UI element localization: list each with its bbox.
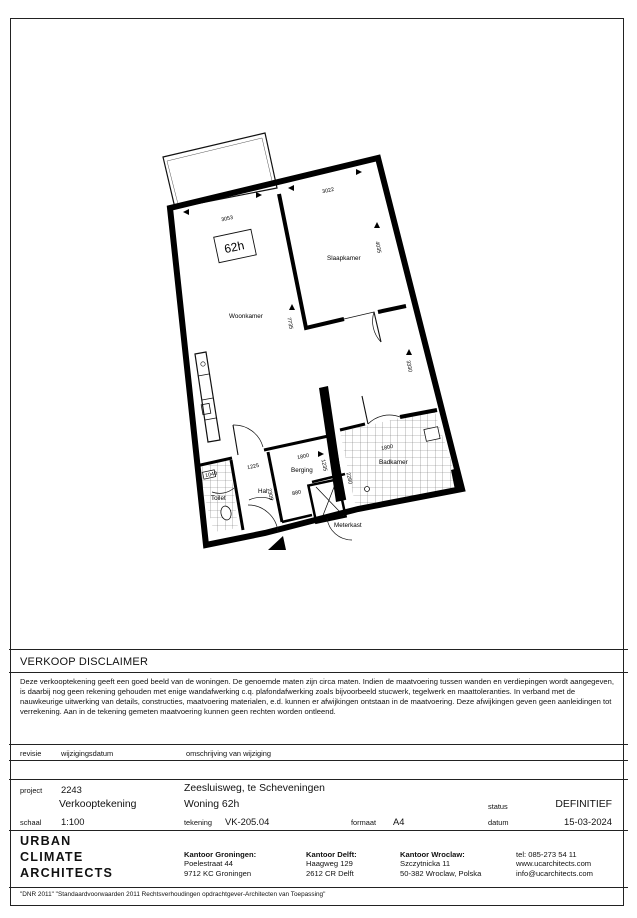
dim-hal-depth: 2305 <box>265 487 274 501</box>
tekening-label: tekening <box>184 818 212 827</box>
office-groningen <box>184 850 256 878</box>
office-groningen-title: Kantoor Groningen: <box>184 850 257 859</box>
drawing-type: Verkooptekening <box>59 799 137 810</box>
datum-label: datum <box>488 818 509 827</box>
room-hal: Hal <box>258 488 268 495</box>
hal-inner-wall <box>268 452 282 522</box>
room-woonkamer: Woonkamer <box>229 313 263 320</box>
room-badkamer: Badkamer <box>379 459 408 466</box>
room-meterkast: Meterkast <box>334 522 362 529</box>
datum-value: 15-03-2024 <box>564 816 612 827</box>
contact-phone: tel: 085-273 54 11 <box>516 850 577 859</box>
rule <box>9 779 628 780</box>
office-delft-title: Kantoor Delft: <box>306 850 357 859</box>
rule <box>9 744 628 745</box>
rule <box>9 760 628 761</box>
office-wroclaw-city: 50-382 Wroclaw, Polska <box>400 868 482 878</box>
tekening-value: VK-205.04 <box>225 816 270 827</box>
hob-icon <box>201 362 205 366</box>
omschrijving-label: omschrijving van wijziging <box>186 749 272 758</box>
wijzigingsdatum-label: wijzigingsdatum <box>61 749 114 758</box>
dim-arrow <box>356 169 362 175</box>
disclaimer-title: VERKOOP DISCLAIMER <box>20 656 149 668</box>
dim-arrow <box>183 209 189 215</box>
company-name-line3: ARCHITECTS <box>20 866 114 880</box>
dim-berging-depth: 1235 <box>319 458 328 472</box>
rule <box>9 649 628 650</box>
dim-bathroom-upper: 3330 <box>404 359 413 373</box>
status-value: DEFINITIEF <box>555 799 612 810</box>
contact-email[interactable]: info@ucarchitects.com <box>516 868 593 878</box>
company-name-line2: CLIMATE <box>20 850 84 864</box>
office-groningen-street: Poelestraat 44 <box>184 859 233 869</box>
dim-slaapkamer-width: 3022 <box>321 186 335 196</box>
office-delft-city: 2612 CR Delft <box>306 868 354 878</box>
dim-arrow <box>288 185 294 191</box>
office-wroclaw-street: Szczytnicka 11 <box>400 859 451 869</box>
unit-name: Woning 62h <box>184 799 240 810</box>
revisie-label: revisie <box>20 749 42 758</box>
dim-berging-width: 1800 <box>296 452 310 462</box>
dim-arrow <box>374 222 380 228</box>
disclaimer-text: Deze verkooptekening geeft een goed beeld van de woningen. De genoemde maten zijn circa maten. Indien de maatvoering tussen wanden en verdiepingen wordt aangegeven, is daarbij nog geen rekening gehouden met enige wandafwerking c.q. plafondafwerking zoals bijvoorbeeld stucwerk, tegelwerk en maattoleranties. In verband met de nauwkeurige uitwerking van details, constructies, maatvoering materialen, e.d. kunnen er afwijkingen ontstaan in de maatvoering. Deze afwijkingen geven geen aanleidingen tot verrekening. Aan in de tekening gemeten maatvoering kunnen geen rechten worden ontleend. <box>20 677 614 717</box>
footer-note: "DNR 2011" "Standaardvoorwaarden 2011 Rechtsverhoudingen opdrachtgever-Architecten van Toepassing" <box>20 891 326 898</box>
room-toilet: Toilet <box>211 495 226 502</box>
berging-wall <box>264 435 333 450</box>
formaat-value: A4 <box>393 816 405 827</box>
contact-info <box>516 850 593 878</box>
dim-arrow <box>318 451 324 457</box>
dim-woonkamer-depth: 7735 <box>285 316 294 330</box>
entrance-arrow-icon <box>268 536 286 550</box>
dim-badkamer-width: 1800 <box>380 443 394 453</box>
kitchen-line-b <box>202 398 213 400</box>
dim-toilet-width: 1040 <box>204 470 218 480</box>
shower-drain-icon <box>365 487 370 492</box>
kitchen-counter <box>195 352 220 442</box>
dim-arrow <box>289 304 295 310</box>
office-groningen-city: 9712 KC Groningen <box>184 868 252 878</box>
project-number: 2243 <box>61 784 82 795</box>
rule <box>9 672 628 673</box>
door-woonkamer <box>233 425 263 447</box>
rule <box>9 887 628 888</box>
unit-label: 62h <box>222 238 246 257</box>
status-label: status <box>488 802 508 811</box>
dim-badkamer-depth: 2280 <box>344 471 353 485</box>
office-wroclaw <box>400 850 481 878</box>
room-berging: Berging <box>291 467 313 474</box>
dim-woonkamer-width: 3053 <box>220 215 234 224</box>
kitchen-line-c <box>205 418 216 420</box>
dim-meterkast-width: 880 <box>291 489 302 498</box>
office-delft <box>306 850 357 878</box>
washbasin-icon <box>424 427 440 442</box>
contact-website[interactable]: www.ucarchitects.com <box>516 859 592 869</box>
room-slaapkamer: Slaapkamer <box>327 255 361 262</box>
dim-hal-width: 1225 <box>246 462 260 472</box>
project-label: project <box>20 786 43 795</box>
dim-slaapkamer-depth: 4035 <box>373 240 382 254</box>
door-woonkamer-leaf <box>233 425 238 455</box>
location: Zeesluisweg, te Scheveningen <box>184 783 325 794</box>
dimension-marks <box>183 169 412 457</box>
kitchen-line-a <box>198 374 209 376</box>
rule <box>9 830 628 831</box>
dim-arrow <box>406 349 412 355</box>
formaat-label: formaat <box>351 818 377 827</box>
dim-arrow <box>256 192 262 198</box>
slaapkamer-wall-right <box>378 306 406 312</box>
office-wroclaw-title: Kantoor Wroclaw: <box>400 850 465 859</box>
schaal-value: 1:100 <box>61 816 85 827</box>
door-badkamer-leaf <box>362 396 368 424</box>
office-delft-street: Haagweg 129 <box>306 859 353 869</box>
company-name-line1: URBAN <box>20 834 72 848</box>
schaal-label: schaal <box>20 818 42 827</box>
